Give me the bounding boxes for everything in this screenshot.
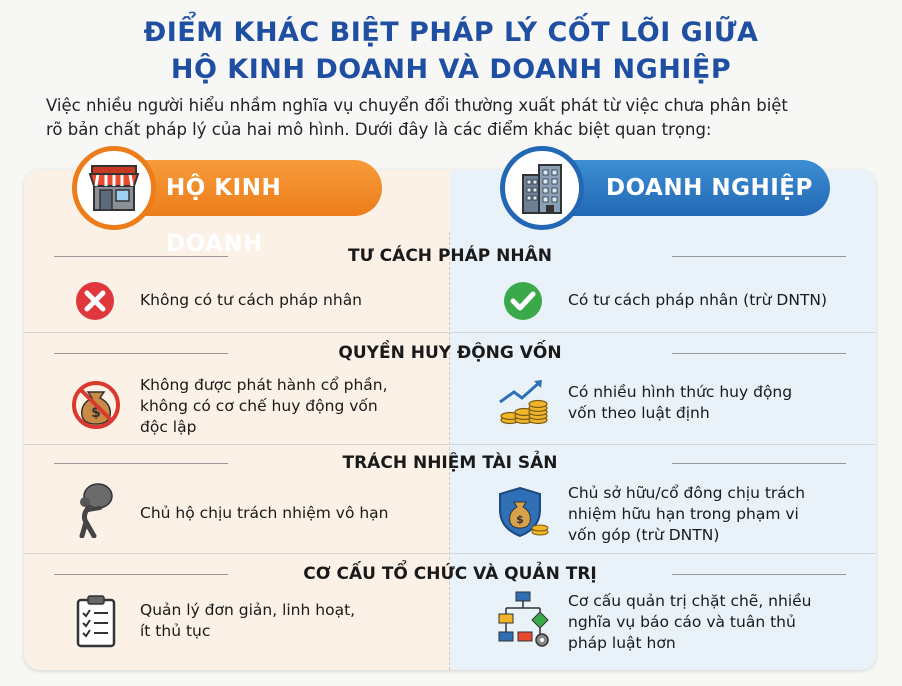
right-item-liability: Chủ sở hữu/cổ đông chịu trách nhiệm hữu hạn trong phạm vi vốn góp (trừ DNTN) xyxy=(568,484,806,544)
coins-growth-icon xyxy=(496,376,550,432)
right-header-label: DOANH NGHIỆP xyxy=(606,175,813,201)
check-circle-icon xyxy=(502,280,544,326)
x-circle-icon xyxy=(74,280,116,326)
left-item-governance: Quản lý đơn giản, linh hoạt, ít thủ tục xyxy=(140,601,356,640)
section-separator xyxy=(24,444,876,445)
no-money-bag-icon xyxy=(70,378,122,434)
right-item-governance: Cơ cấu quản trị chặt chẽ, nhiều nghĩa vụ báo cáo và tuân thủ pháp luật hơn xyxy=(568,592,812,652)
checklist-clipboard-icon xyxy=(74,594,118,652)
shop-icon xyxy=(72,146,156,230)
shield-money-icon xyxy=(496,484,550,544)
right-item-capital: Có nhiều hình thức huy động vốn theo luật định xyxy=(568,383,793,422)
section-heading-liability: TRÁCH NHIỆM TÀI SẢN xyxy=(54,451,846,475)
title-line-2: HỘ KINH DOANH VÀ DOANH NGHIỆP xyxy=(170,54,732,85)
section-separator xyxy=(24,553,876,554)
section-heading-governance: CƠ CẤU TỔ CHỨC VÀ QUẢN TRỊ xyxy=(54,562,846,586)
right-item-legal-entity: Có tư cách pháp nhân (trừ DNTN) xyxy=(568,291,828,309)
section-heading-capital: QUYỀN HUY ĐỘNG VỐN xyxy=(54,341,846,365)
section-heading-legal-entity: TƯ CÁCH PHÁP NHÂN xyxy=(54,244,846,268)
page-title xyxy=(0,14,902,88)
left-item-legal-entity: Không có tư cách pháp nhân xyxy=(140,291,363,309)
intro-line-2: rõ bản chất pháp lý của hai mô hình. Dưới đây là các điểm khác biệt quan trọng: xyxy=(46,120,712,139)
left-header-label: HỘ KINH DOANH xyxy=(166,175,282,257)
title-line-1: ĐIỂM KHÁC BIỆT PHÁP LÝ CỐT LÕI GIỮA xyxy=(143,17,759,48)
svg-text:$: $ xyxy=(91,405,101,421)
intro-text xyxy=(46,94,876,142)
section-separator xyxy=(24,332,876,333)
office-building-icon xyxy=(500,146,584,230)
left-item-capital: Không được phát hành cổ phần, không có cơ chế huy động vốn độc lập xyxy=(140,376,388,436)
left-item-liability: Chủ hộ chịu trách nhiệm vô hạn xyxy=(140,504,389,522)
person-carrying-burden-icon xyxy=(72,482,120,542)
intro-line-1: Việc nhiều người hiểu nhầm nghĩa vụ chuyển đổi thường xuất phát từ việc chưa phân biệt xyxy=(46,96,788,115)
org-flowchart-icon xyxy=(496,590,552,652)
svg-text:$: $ xyxy=(516,513,524,526)
